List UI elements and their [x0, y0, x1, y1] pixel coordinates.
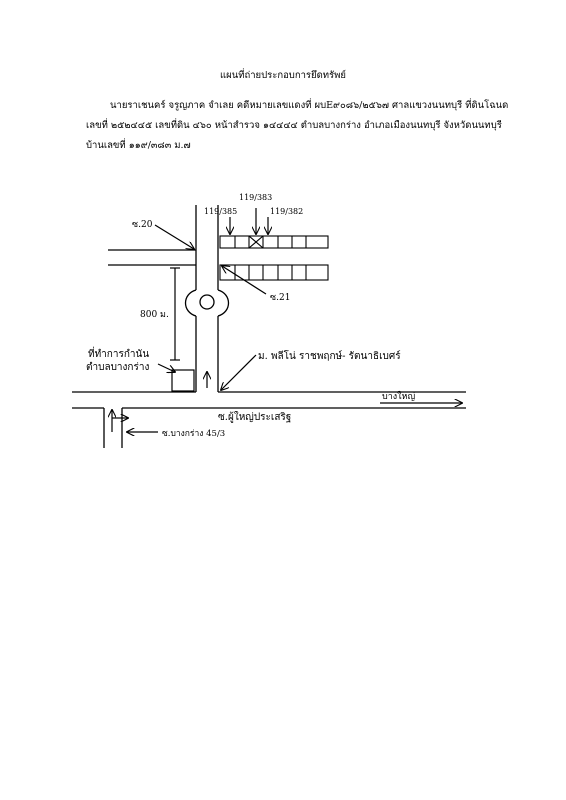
arrow-soi20 [155, 225, 194, 249]
label-distance: 800 ม. [140, 310, 169, 320]
label-house-119-383: 119/383 [239, 193, 273, 202]
office-building [172, 370, 194, 391]
paragraph-line-1: นายราเชนคร์ จรูญภาค จำเลย คดีหมายเลขแดงที่ ผบE๙๐๘๖/๒๕๖๗ ศาลแขวงนนทบุรี ที่ดินโฉนด [110, 100, 509, 111]
arrow-office [158, 364, 175, 372]
house-row-top [220, 236, 328, 248]
label-soi20: ซ.20 [132, 220, 153, 230]
label-office-line2: ตำบลบางกร่าง [86, 362, 150, 373]
label-house-119-385: 119/385 [204, 207, 238, 216]
distance-dimension [170, 268, 180, 360]
paragraph-line-2: เลขที่ ๒๕๒๔๔๕ เลขที่ดิน ๔๖๐ หน้าสำรวจ ๑๔๔๔๔ ตำบลบางกร่าง อำเภอเมืองนนทบุรี จังหวัดนนทบุรี [86, 120, 502, 131]
label-house-119-382: 119/382 [270, 207, 304, 216]
house-row-bottom [220, 265, 328, 280]
label-village: ม. พลีโน่ ราชพฤกษ์- รัตนาธิเบศร์ [258, 351, 401, 362]
label-office-line1: ที่ทำการกำนัน [88, 349, 150, 360]
label-direction-bang-yai: บางใหญ่ [382, 392, 416, 402]
arrow-village [221, 355, 256, 390]
roundabout [186, 290, 229, 316]
document-title: แผนที่ถ่ายประกอบการยึดทรัพย์ [220, 70, 346, 81]
label-main-road: ซ.ผู้ใหญ่ประเสริฐ [218, 412, 292, 423]
paragraph-line-3: บ้านเลขที่ ๑๑๙/๓๘๓ ม.๗ [86, 140, 191, 151]
label-soi-bang-krang: ซ.บางกร่าง 45/3 [162, 429, 226, 439]
label-soi21: ซ.21 [270, 293, 291, 303]
